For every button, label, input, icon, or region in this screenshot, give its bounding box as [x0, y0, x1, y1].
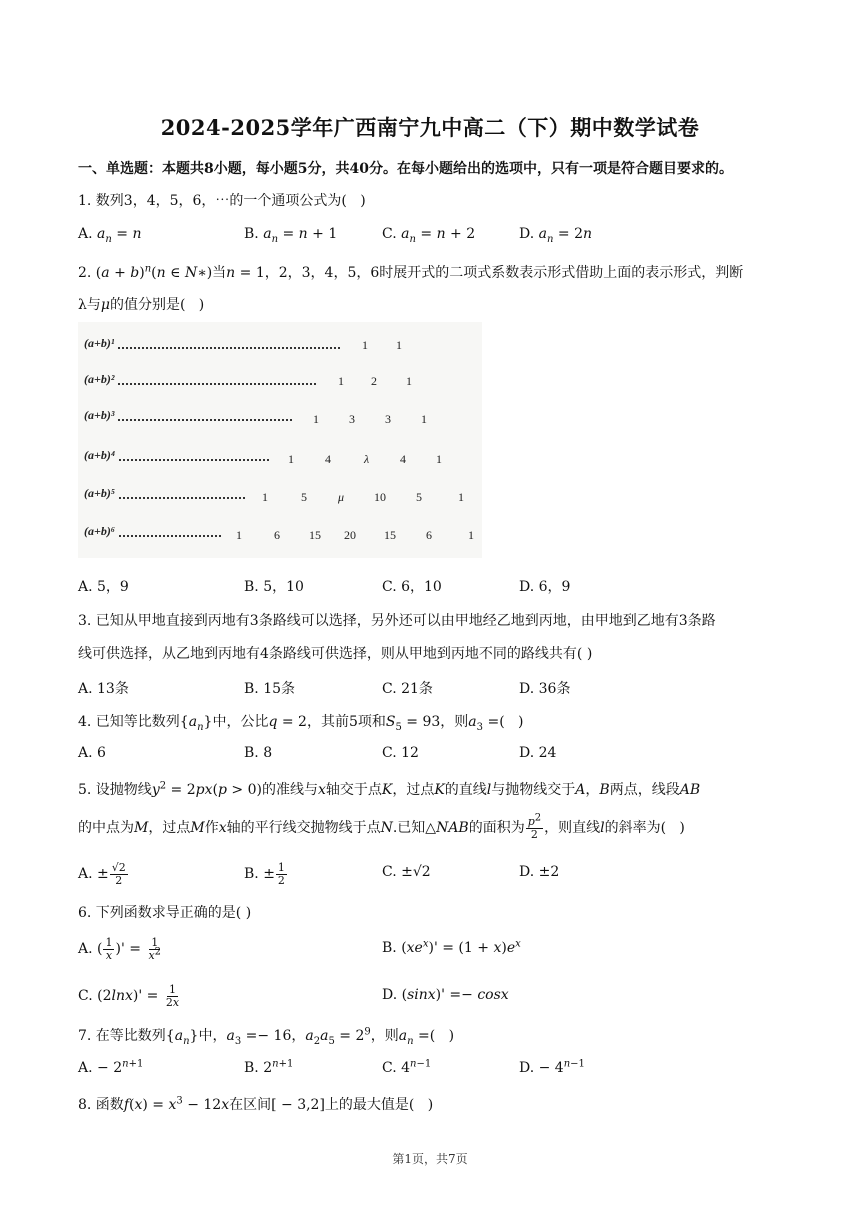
q4-option-b: B. 8: [244, 745, 273, 761]
triangle-cell: 15: [384, 528, 396, 542]
q5-option-c: C. ±√2: [382, 864, 431, 880]
question-3-stem-line2: 线可供选择，从乙地到丙地有4条路线可供选择，则从甲地到丙地不同的路线共有( ): [78, 646, 593, 662]
triangle-cell: 1: [262, 490, 268, 504]
question-8-stem: 8. 函数$f(x) = x^3 - 12x$在区间[ − 3,2]上的最大值是( ): [78, 1095, 434, 1113]
question-7-stem: 7. 在等比数列$\{a_n\}$中，$a_3 =- 16$，$a_2a_5 = 2^9$，则$a_n$ =( ): [78, 1026, 455, 1047]
q3-option-c: C. 21条: [382, 681, 433, 697]
page-footer: 第1页，共7页: [392, 1152, 468, 1166]
question-5-stem-line1: 5. 设抛物线$y^2 = 2px(p > 0)$的准线与x轴交于点K，过点K的直线l与抛物线交于A，B两点，线段AB: [78, 780, 701, 798]
triangle-cell: 1: [406, 374, 412, 388]
triangle-cell: 3: [349, 412, 355, 426]
triangle-cell: 1: [468, 528, 474, 542]
triangle-label-4: (a+b)⁴: [84, 448, 116, 462]
triangle-label-2: (a+b)²: [84, 372, 115, 386]
q4-option-a: A. 6: [78, 745, 106, 761]
q5-option-d: D. ±2: [519, 864, 560, 880]
triangle-cell-lambda: λ: [364, 452, 370, 466]
triangle-cell: 15: [309, 528, 321, 542]
triangle-cell: 1: [236, 528, 242, 542]
q2-option-c: C. 6，10: [382, 579, 442, 595]
triangle-cell: 20: [344, 528, 356, 542]
triangle-cell: 1: [436, 452, 442, 466]
q3-option-a: A. 13条: [78, 681, 129, 697]
q1-option-a: A. $a_n = n$: [78, 226, 142, 245]
triangle-cell: 3: [385, 412, 391, 426]
triangle-cell: 4: [400, 452, 406, 466]
q6-option-b: B. $(xe^x)' = (1 + x)e^x$: [382, 938, 521, 956]
question-3-stem-line1: 3. 已知从甲地直接到丙地有3条路线可以选择，另外还可以由甲地经乙地到丙地，由甲地到乙地有3条路: [78, 613, 716, 629]
triangle-cell: 1: [458, 490, 464, 504]
q6-option-c: C. (2lnx)' = $\frac{1}{2x}$: [78, 983, 180, 1009]
question-6-stem: 6. 下列函数求导正确的是( ): [78, 905, 252, 921]
q5-option-b: B. ± $\frac{1}{2}$: [244, 861, 285, 887]
q6-option-a: A. ( $\frac{1}{x}$ )' = $\frac{1}{x^2}$: [78, 936, 162, 962]
triangle-cell: 6: [426, 528, 432, 542]
q7-option-a: A. − $2^{n+1}$: [78, 1058, 144, 1076]
triangle-cell: 1: [338, 374, 344, 388]
q1-option-c: C. $a_n = n + 2$: [382, 226, 476, 245]
triangle-cell: 1: [421, 412, 427, 426]
triangle-cell: 1: [396, 338, 402, 352]
triangle-label-3: (a+b)³: [84, 408, 115, 422]
q7-option-c: C. $4^{n-1}$: [382, 1058, 432, 1076]
q7-option-b: B. $2^{n+1}$: [244, 1058, 294, 1076]
question-2-stem-line2: λ与μ的值分别是( ): [78, 297, 205, 313]
triangle-cell-mu: μ: [338, 490, 345, 504]
triangle-cell: 1: [288, 452, 294, 466]
triangle-cell: 1: [362, 338, 368, 352]
question-2-stem-line1: 2. $(a + b)^n(n$ ∈ N∗)当n = 1，2，3，4，5，6时展开式的二项式系数表示形式借助上面的表示形式，判断: [78, 263, 744, 281]
question-4-stem: 4. 已知等比数列$\{a_n\}$中，公比q = 2，其前5项和$S_5 = 93$，则$a_3$ =( ): [78, 714, 524, 733]
q5-option-a: A. ± $\frac{√2}{2}$: [78, 861, 126, 887]
triangle-label-6: (a+b)⁶: [84, 524, 116, 538]
page-title: 2024-2025学年广西南宁九中高二（下）期中数学试卷: [160, 115, 700, 140]
triangle-label-1: (a+b)¹: [84, 336, 115, 350]
triangle-label-5: (a+b)⁵: [84, 486, 116, 500]
q2-option-b: B. 5，10: [244, 579, 304, 595]
question-1-stem: 1. 数列3，4，5，6，⋯的一个通项公式为( ): [78, 193, 366, 209]
q3-option-d: D. 36条: [519, 681, 571, 697]
triangle-cell: 4: [325, 452, 331, 466]
q6-option-d: D. (sinx)' =− cosx: [382, 987, 509, 1003]
q3-option-b: B. 15条: [244, 681, 296, 697]
q1-option-b: B. $a_n = n + 1$: [244, 226, 338, 245]
triangle-cell: 6: [274, 528, 280, 542]
triangle-cell: 2: [371, 374, 377, 388]
q4-option-d: D. 24: [519, 745, 557, 761]
pascal-triangle-figure: [78, 322, 482, 558]
q1-option-d: D. $a_n = 2n$: [519, 226, 593, 245]
triangle-cell: 5: [416, 490, 422, 504]
q2-option-a: A. 5，9: [78, 579, 129, 595]
section-heading: 一、单选题：本题共8小题，每小题5分，共40分。在每小题给出的选项中，只有一项是符合题目要求的。: [78, 161, 733, 177]
triangle-cell: 10: [374, 490, 386, 504]
triangle-cell: 5: [301, 490, 307, 504]
triangle-cell: 1: [313, 412, 319, 426]
q4-option-c: C. 12: [382, 745, 419, 761]
question-5-stem-line2: 的中点为M，过点M作x轴的平行线交抛物线于点N.已知△NAB的面积为 $\frac{p^2}{2}$ ，则直线l的斜率为( ): [78, 812, 685, 841]
q2-option-d: D. 6，9: [519, 579, 571, 595]
q7-option-d: D. − $4^{n-1}$: [519, 1058, 585, 1076]
